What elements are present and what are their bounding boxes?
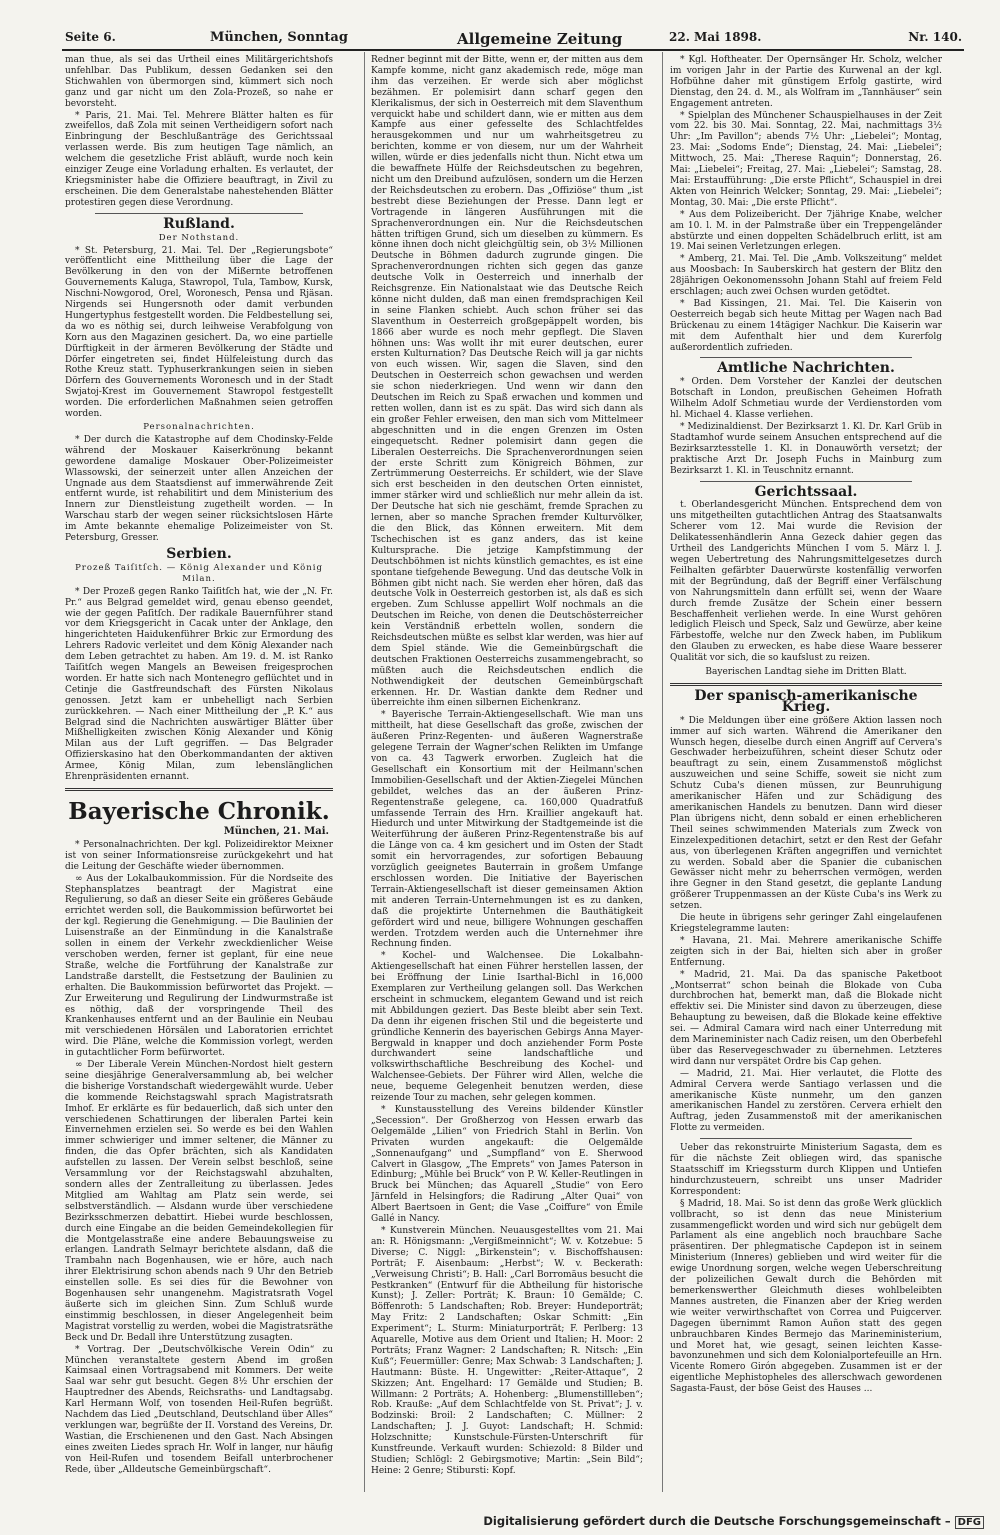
article-paragraph: * Personalnachrichten. Der kgl. Polizeidirektor Meixner ist von seiner Informationsreise zurückgekehrt und hat die Leitung der Geschäfte wieder übernommen. xyxy=(65,839,333,872)
article-paragraph: man thue, als sei das Urtheil eines Militärgerichtshofs unfehlbar. Das Publikum, dessen Gedanken sei den Stichwahlen von übermorgen sind, kümmert sich noch ganz und gar nicht um den Zola-Prozeß, so nahe er bevorsteht. xyxy=(65,55,333,109)
article-paragraph: * Orden. Dem Vorsteher der Kanzlei der deutschen Botschaft in London, preußischen Geheimen Hofrath Wilhelm Adolf Schmetiau wurde der Verdienstorden vom hl. Michael 4. Klasse verliehen. xyxy=(670,377,942,421)
column-2 xyxy=(371,55,643,1485)
page-header xyxy=(65,30,962,50)
section-separator xyxy=(95,213,303,214)
section-heading-russland: Rußland. xyxy=(163,215,235,232)
section-heading-krieg: Der spanisch-amerikanische Krieg. xyxy=(694,687,918,715)
column-divider xyxy=(662,52,663,1492)
article-paragraph: * Vortrag. Der „Deutschvölkische Verein Odin“ zu München veranstaltete gestern Abend im großen Kaimsaal einen Vortragsabend mit Kommers. Der weite Saal war sehr gut besucht. Gegen 8½ Uhr erschien der Hauptredner des Abends, Reichsraths- und Landtagsabg. Karl Hermann Wolf, von tosenden Heil-Rufen begrüßt. Nachdem das Lied „Deutschland, Deutschland über Alles“ verklungen war, begrüßte der II. Vorstand des Vereins, Dr. Wastian, die Erschienenen und den Gast. Nach Absingen eines zweiten Liedes sprach Hr. Wolf in langer, nur häufig von Heil-Rufen und tosendem Beifall unterbrochener Rede, über „Alldeutsche Gemeinbürgschaft“. xyxy=(65,1344,333,1475)
article-paragraph: * Bayerische Terrain-Aktiengesellschaft. Wie man uns mittheilt, hat diese Gesellschaft das große, zwischen der äußeren Prinz-Regenten- und äußeren Wagnerstraße gelegene Terrain der Wagner'schen Relikten im Umfange von ca. 43 Tagwerk erworben. Zugleich hat die Gesellschaft ein Konsortium mit der Heilmann'schen Immobilien-Gesellschaft und der Aktien-Ziegelei München gebildet, welches das an der äußeren Prinz-Regentenstraße gelegene, ca. 160,000 Quadratfuß umfassende Terrain des Hrn. Kraillier angekauft hat. Hiedurch und unter Mitwirkung der Stadtgemeinde ist die Weiterführung der äußeren Prinz-Regentenstraße bis auf die Länge von ca. 4 km gesichert und im Osten der Stadt somit ein hervorragendes, zur sofortigen Bebauung vorzüglich geeignetes Bauterrain in großem Umfange erschlossen worden. Die Initiative der Bayerischen Terrain-Aktiengesellschaft ist dieser gemeinsamen Aktion mit anderen Terrain-Unternehmungen ist es zu danken, daß die projektirte Unternehmen die Bauthätigkeit gefördert wird und neue, billigere Wohnungen geschaffen werden. Trotzdem werden auch die Unternehmer ihre Rechnung finden. xyxy=(371,710,643,950)
header-rule xyxy=(62,49,964,51)
article-paragraph: Redner beginnt mit der Bitte, wenn er, der mitten aus dem Kampfe komme, nicht ganz akademisch rede, möge man ihm das verzeihen. Er werde sich aber möglichst bezähmen. Er polemisirt dann scharf gegen den Klerikalismus, der sich in Oesterreich mit dem Slaventhum verquickt habe und schildert dann, wie er mitten aus dem Kampfe aus einer gefesselte des Schlachtfeldes herausgekommen und nur um wahrheitsgetreu zu berichten, komme er von diesem, nur um der Wahrheit willen, würde er dies jedenfalls nicht thun. Nicht etwa um die bewaffnete Hülfe der Reichsdeutschen zu begehren, nicht um den Dreibund aufzulösen, sondern um die Herzen der Reichsdeutschen zu erobern. Das „Offiziöse“ thum „ist bestrebt diese Beziehungen der Presse. Dann legt er Vortragende in längeren Ausführungen mit die Sprachenverordnungen ein. Nur die Reichsdeutschen hätten triftigen Grund, sich um dieselben zu kümmern. Es könne ihnen doch nicht gleichgültig sein, ob 3½ Millionen Deutsche in Böhmen dadurch zugrunde gingen. Die Sprachenverordnungen richten sich gegen das ganze deutsche Volk in Oesterreich und innerhalb der Reichsgrenze. Ein Nationalstaat wie das Deutsche Reich könne nicht dulden, daß man einen fremdsprachigen Keil in seine Flanken schiebt. Auch schon früher sei das Slaventhum in Oesterreich großgepäppelt worden, bis 1866 aber wurde es noch mehr gepflegt. Die Slaven höhnen uns: Was wollt ihr mit eurer deutschen, eurer ersten Kulturnation? Das Deutsche Reich will ja gar nichts von euch wissen. Wir, sagen die Slaven, sind den Deutschen in Oesterreich schon gewachsen und werden sie schon niederkriegen. Und wenn wir dann den Deutschen im Reich zu Spaß erwachen und kommen und retten wollen, dann ist es zu spät. Das wird sich dann als ein großer Fehler erweisen, den man sich vom Mittelmeer abgeschnitten und in die engen Grenzen im Osten eingequetscht. Redner polemisirt dann gegen die Liberalen Oesterreichs. Die Sprachenverordnungen seien der erste Schritt zum Königreich Böhmen, zur Zertrümmerung Oesterreichs. Er schildert, wie der Slave sich erst bescheiden in den deutschen Orten einnistet, immer stärker wird und schließlich nur mehr allein da ist. Der Deutsche hat sich nie geschämt, fremde Sprachen zu lernen, aber so manche Sprachen fremder Kulturvölker, die den Blick, das Können erweitern. Mit dem Tschechischen ist es ganz anders, das ist keine Kultursprache. Die jetzige Kampfstimmung der Deutschböhmen ist nichts künstlich gemachtes, es ist eine spontane tiefgehende Bewegung. Und das deutsche Volk in Böhmen gibt nicht nach. Sie werden eher hören, daß das deutsche Volk in Oesterreich gestorben ist, als daß es sich ergeben. Zum Schlusse appellirt Wolf nochmals an die Deutschen im Reiche, von denen die Deutschösterreicher kein Verständniß erbetteln wollen, sondern die Reichsdeutschen müßte es selbst klar werden, was hier auf dem Spiel stände. Wie die Gemeinbürgschaft die deutschen Fraktionen Oesterreichs zusammengebracht, so müßten auch die Reichsdeutschen endlich die Nothwendigkeit der deutschen Gemeinbürgschaft erkennen. Hr. Dr. Wastian dankte dem Redner und überreichte ihm einen silbernen Eichenkranz. xyxy=(371,55,643,709)
article-paragraph: Ueber das rekonstruirte Ministerium Sagasta, dem es für die nächste Zeit obliegen wird, das spanische Staatsschiff im Kriegssturm durch Klippen und Untiefen hindurchzusteuern, schreibt uns unser Madrider Korrespondent: xyxy=(670,1143,942,1197)
column-1 xyxy=(65,55,333,1485)
article-paragraph: * Madrid, 21. Mai. Da das spanische Paketboot „Montserrat“ schon beinah die Blokade von Cuba durchbrochen hat, bemerkt man, daß die Blokade nicht effektiv sei. Die Minister sind davon zu überzeugen, diese Behauptung zu beweisen, daß die Blokade keine effektive sei. — Admiral Camara wird nach einer Unterredung mit dem Marineminister nach Cadiz reisen, um den Oberbefehl über das Reservegeschwader zu übernehmen. Letzteres wird dann nur verspätet Ordre bis Cap gehen. xyxy=(670,969,942,1067)
section-heading-bayerische-chronik: Bayerische Chronik. xyxy=(68,798,330,825)
subheading: Prozeß Taiſitſch. — König Alexander und König Milan. xyxy=(75,562,323,584)
article-paragraph: * Paris, 21. Mai. Tel. Mehrere Blätter halten es für zweifellos, daß Zola mit seinen Vertheidigern sofort nach Einbringung der Beschlußanträge des Gerichtssaal verlassen werde. Bis zum heutigen Tage nämlich, an welchem die gesetzliche Frist abläuft, wurde noch kein einziger Zeuge eine Vorladung erhalten. Es verlautet, der Kriegsminister habe die Offiziere beauftragt, in Zivil zu erscheinen. Die dem Generalstabe nahestehenden Blätter protestiren gegen diese Verordnung. xyxy=(65,110,333,208)
article-paragraph: * Kochel- und Walchensee. Die Lokalbahn-Aktiengesellschaft hat einen Führer herstellen lassen, der bei Eröffnung der Linie Isarthal-Bichl in 16,000 Exemplaren zur Vertheilung gelangen soll. Das Werkchen erscheint in schmuckem, elegantem Gewand und ist reich mit Abbildungen geziert. Das Beste bleibt aber sein Text. Da denn ihr eigenen frischen Stil und die begeisterte und gründliche Kennerin des bayerischen Gebirgs Anna Mayer-Bergwald in knapper und doch anziehender Form Poste durchwandert seine landschaftliche und volkswirthschaftliche Beschreibung des Kochel- und Walchensee-Gebiets. Der Führer wird Allen, welche die neue, bequeme Gelegenheit benutzen werden, diese reizende Tour zu machen, sehr gelegen kommen. xyxy=(371,951,643,1104)
section-heading-gerichtssaal: Gerichtssaal. xyxy=(754,483,858,500)
section-separator xyxy=(670,683,942,686)
article-paragraph: * Bad Kissingen, 21. Mai. Tel. Die Kaiserin von Oesterreich begab sich heute Mittag per Wagen nach Bad Brückenau zu einem 14tägiger Nachkur. Die Kaiserin war mit dem Aufenthalt hier und dem Kurerfolg außerordentlich zufrieden. xyxy=(670,298,942,353)
section-heading-amtliche-nachrichten: Amtliche Nachrichten. xyxy=(717,360,895,377)
edition-label: München, Sonntag xyxy=(210,30,348,45)
article-paragraph: — Madrid, 21. Mai. Hier verlautet, die Flotte des Admiral Cervera werde Santiago verlassen und die amerikanische Küste nunmehr, um den ganzen amerikanischen Handel zu zerstören. Cervera erhielt den Auftrag, jeden Zusammenstoß mit der amerikanischen Flotte zu vermeiden. xyxy=(670,1068,942,1134)
page-number: Seite 6. xyxy=(65,30,116,44)
issue-number: Nr. 140. xyxy=(908,30,962,44)
article-paragraph: * Medizinaldienst. Der Bezirksarzt 1. Kl. Dr. Karl Grüb in Stadtamhof wurde seinem Ansuchen entsprechend auf die Bezirksarztesstelle 1. Kl. in Donauwörth versetzt; der praktische Arzt Dr. Joseph Fuchs in Mainburg zum Bezirksarzt 1. Kl. in Teuschnitz ernannt. xyxy=(670,422,942,476)
article-paragraph: ∞ Aus der Lokalbaukommission. Für die Nordseite des Stephansplatzes beantragt der Magistrat eine Regulierung, so daß an dieser Seite ein größeres Gebäude errichtet werden soll, die Baukommission befürwortet bei der kgl. Regierung die Genehmigung. — Die Baulinien der Luisenstraße an der Einmündung in die Kanalstraße sollen in einem der Verkehr zweckdienlicher Weise verschoben werden, ferner ist geplant, für eine neue Straße, welche die Fortführung der Kanalstraße zur Landstraße darstellt, die Festsetzung der Baulinien zu erhalten. Die Baukommission befürwortet das Projekt. — Zur Erweiterung und Regulirung der Lindwurmstraße ist es nöthig, daß der vorspringende Theil des Krankenhauses entfernt und an der Baulinie ein Neubau mit verschiedenen Hörsälen und Laboratorien errichtet wird. Die Pläne, welche die Kommission vorlegt, werden in gutachtlicher Form befürwortet. xyxy=(65,873,333,1059)
article-paragraph: § Madrid, 18. Mai. So ist denn das große Werk glücklich vollbracht, so ist denn das neue Ministerium zusammengeflickt worden und wird sich nur gebügelt dem Parlament als eine angeblich noch brauchbare Sache präsentiren. Der phlegmatische Capdepon ist in seinem Ministerium (Inneres) geblieben und wird weiter für die ewige Unordnung sorgen, welche wegen Ueberschreitung der polizeilichen Gewalt durch die Behörden mit bemerkenswerther Gleichmuth dieses wohlbeleibten Mannes austreten, die Finanzen aber der Krieg werden wie weiter verwirthschaftet von Correa und Puigcerver. Dagegen übernimmt Ramon Auñon statt des gegen unbrauchbaren Kindes Bermejo das Marineministerium, und Moret hat, wie gesagt, seinen leichten Kasse-bavonzunehmen und sich dem Kolonialportefeuille an Hrn. Vicente Romero Girón abgegeben. Zusammen ist er der eigentliche Mephistopheles des allerschwach gewordenen Sagasta-Faust, der böse Geist des Hauses ... xyxy=(670,1198,942,1395)
issue-date: 22. Mai 1898. xyxy=(669,30,762,44)
article-paragraph: ∞ Der Liberale Verein München-Nordost hielt gestern seine diesjährige Generalversammlung ab, bei welcher die bisherige Vorstandschaft wiedergewählt wurde. Ueber die kommende Reichstagswahl sprach Magistratsrath Imhof. Er erklärte es für bedauerlich, daß sich unter den verschiedenen Schattirungen der liberalen Partei kein Einvernehmen erzielen sei. So werde es bei den Wahlen immer schwieriger und immer seltener, die Männer zu finden, die das Opfer brächten, sich als Kandidaten aufstellen zu lassen. Der Verein selbst beschloß, seine Versammlung vor der Reichstagswahl abzuhalten, sondern alles der Zentralleitung zu überlassen. Jedes Mitglied am Wahltag am Platz sein werde, sei selbstverständlich. — Alsdann wurde über verschiedene Bezirksschmerzen debattirt. Hiebei wurde beschlossen, durch eine Eingabe an die beiden Gemeindekollegien für die Montgelasstraße eine andere Bebauungsweise zu erlangen. Landrath Selmayr berichtete alsdann, daß die Trambahn nach Bogenhausen, wie er höre, auch nach ihrer Elektrisirung schon abends nach 9 Uhr den Betrieb einstellen solle. Es sei dies für die Bewohner von Bogenhausen sehr unangenehm. Magistratsrath Vogel äußerte sich im gleichen Sinn. Zum Schluß wurde einstimmig beschlossen, in dieser Angelegenheit beim Magistrat vorstellig zu werden, wobei die Magistratsräthe Beck und Dr. Bedall ihre Unterstützung zusagten. xyxy=(65,1060,333,1343)
subheading: Personalnachrichten. xyxy=(143,422,255,432)
column-divider xyxy=(364,52,365,1492)
article-paragraph: * Spielplan des Münchener Schauspielhauses in der Zeit vom 22. bis 30. Mai. Sonntag, 22. Mai, nachmittags 3½ Uhr: „Im Pavillon“; abends 7½ Uhr: „Liebelei“; Montag, 23. Mai: „Sodoms Ende“; Dienstag, 24. Mai: „Liebelei“; Mittwoch, 25. Mai: „Therese Raquin“; Donnerstag, 26. Mai: „Liebelei“; Freitag, 27. Mai: „Liebelei“; Samstag, 28. Mai: Erstaufführung: „Die erste Pflicht“, Schauspiel in drei Akten von Heinrich Welcker; Sonntag, 29. Mai: „Liebelei“; Montag, 30. Mai: „Die erste Pflicht“. xyxy=(670,110,942,208)
newspaper-title: Allgemeine Zeitung xyxy=(457,30,623,48)
dfg-logo: DFG xyxy=(955,1516,984,1529)
section-separator xyxy=(65,788,333,791)
article-paragraph: * Kgl. Hoftheater. Der Opernsänger Hr. Scholz, welcher im vorigen Jahr in der Partie des Kurwenal an der kgl. Hofbühne daher mit günstigem Erfolg gastirte, wird Dienstag, den 24. d. M., als Wolfram im „Tannhäuser“ sein Engagement antreten. xyxy=(670,55,942,109)
article-paragraph: * Aus dem Polizeibericht. Der 7jährige Knabe, welcher am 10. l. M. in der Palmstraße über ein Treppengeländer abstürzte und einen doppelten Schädelbruch erlitt, ist am 19. Mai seinen Verletzungen erlegen. xyxy=(670,209,942,253)
article-paragraph: * Der Prozeß gegen Ranko Taiſitſch hat, wie der „N. Fr. Pr.“ aus Belgrad gemeldet wird, genau ebenso geendet, wie der gegen Paſitſch. Der radikale Bauernführer stand vor dem Kriegsgericht in Cacak unter der Anklage, den hingerichteten Haidukenführer Brkic zur Ermordung des Lehrers Radovic verleitet und dem König Alexander nach dem Leben getrachtet zu haben. Am 19. d. M. ist Ranko Taiſitſch wegen Mangels an Beweisen freigesprochen worden. Er hatte sich nach Montenegro geflüchtet und in Cetinje die Gastfreundschaft des Fürsten Nikolaus genossen. Jetzt kam er unbehelligt nach Serbien zurückkehren. — Nach einer Mittheilung der „P. K.“ aus Belgrad sind die Nachrichten auswärtiger Blätter über Mißhelligkeiten zwischen König Alexander und König Milan aus der Luft gegriffen. — Das Belgrader Offizierskasino hat den Oberkommandanten der aktiven Armee, König Milan, zum lebenslänglichen Ehrenpräsidenten ernannt. xyxy=(65,586,333,783)
section-heading-serbien: Serbien. xyxy=(166,545,232,562)
article-paragraph: t. Oberlandesgericht München. Entsprechend dem von uns mitgetheilten gutachtlichen Antrag des Staatsanwalts Scherer vom 12. Mai wurde die Revision der Delikatessenhändlerin Anna Gezeck dahier gegen das Urtheil des Landgerichts München I vom 5. März l. J. wegen Uebertretung des Nahrungsmittelgesetzes durch Feilhalten gefärbter Dauerwürste kostenfällig verworfen mit der Begründung, daß der Begriff einer Verfälschung von Nahrungsmitteln dann erfüllt sei, wenn der Waare durch fremde Zusätze der Schein einer bessern Beschaffenheit verliehen werde. In eine Wurst gehören lediglich Fleisch und Speck, Salz und Gewürze, aber keine Färbestoffe, welche nur den Zweck haben, im Publikum den Glauben zu erwecken, es habe diese Waare besserer Qualität vor sich, die so kaufslust zu reizen. xyxy=(670,500,942,664)
article-paragraph: * Kunstverein München. Neuausgestelltes vom 21. Mai an: R. Hönigsmann: „Vergißmeinnicht“; W. v. Kotzebue: 5 Diverse; C. Niggl: „Birkenstein“; v. Bischoffshausen: Porträt; F. Aisenbaum: „Herbst“; W. v. Beckerath: „Verweisung Christi“; B. Hall: „Carl Borromäus besucht die Pestkranken“ (Entwurf für die Abtheilung für historische Kunst); J. Zeller: Porträt; K. Braun: 10 Gemälde; C. Böffenroth: 5 Landschaften; Rob. Breyer: Hundeporträt; May Fritz: 2 Landschaften; Oskar Schmitt: „Ein Experiment“; L. Sturm: Miniaturporträt; F. Perlberg: 13 Aquarelle, Motive aus dem Orient und Italien; H. Moor: 2 Porträts; Franz Wagner: 2 Landschaften; R. Nitsch: „Ein Kuß“; Feuermüller: Genre; Max Schwab: 3 Landschaften; J. Hautmann: Büste. H. Ungewitter: „Reiter-Attaque“, 2 Skizzen; Ant. Engelhard: 17 Gemälde und Studien; B. Willmann: 2 Porträts; A. Hohenberg: „Blumenstillleben“; Rob. Krauße: „Auf dem Schlachtfelde von St. Privat“; J. v. Bodzinski: Broil: 2 Landschaften; C. Müllner: 2 Landschaften; J. J. Guyot: Landschaft; H. Schmid: Holzschnitte; Kunstschule-Fürsten-Unterschrift für Kunstfreunde. Verkauft wurden: Schiezold: 8 Bilder und Studien; Schlögl: 2 Gebirgsmotive; Martin: „Sein Bild“; Heine: 2 Genre; Stibursti: Kopf. xyxy=(371,1225,643,1476)
article-paragraph: * St. Petersburg, 21. Mai. Tel. Der „Regierungsbote“ veröffentlicht eine Mittheilung über die Lage der Bevölkerung in den von der Mißernte betroffenen Gouvernements Kaluga, Stawropol, Tula, Tambow, Kursk, Nischni-Nowgorod, Orel, Woronesch, Pensa und Rjäsan. Nirgends sei Hungersnoth oder damit verbunden Hungertyphus festgestellt worden. Die Feldbestellung sei, da wo es nöthig sei, durch leihweise Verabfolgung von Korn aus den Magazinen gesichert. Da, wo eine partielle Dürftigkeit in der ärmeren Bevölkerung der Städte und Dörfer eingetreten sei, findet Hülfeleistung durch das Rothe Kreuz statt. Typhuserkrankungen seien in sieben Dörfern des Gouvernements Woronesch und in der Stadt Swjatoj-Krest im Gouvernement Stawropol festgestellt worden. Die erforderlichen Maßnahmen seien getroffen worden. xyxy=(65,245,333,420)
digitization-footer xyxy=(483,1514,984,1529)
subheading: Der Nothstand. xyxy=(158,232,240,243)
article-paragraph: * Die Meldungen über eine größere Aktion lassen noch immer auf sich warten. Während die Amerikaner den Wunsch hegen, dieselbe durch einen Angriff auf Cervera's Geschwader herbeizuführen, scheint dieser Schutz oder beauftragt zu sein, einem Zusammenstoß möglichst auszuweichen und seine Schiffe, soweit sie nicht zum Schutz Cuba's dienen müssen, zur Beunruhigung amerikanischer Häfen und zur Schädigung des amerikanischen Handels zu benutzen. Dann wird dieser Plan übrigens nicht, denn sobald er einen erheblicheren Theil seines schwimmenden Materials zum Zweck von Einzelexpeditionen detachirt, setzt er den Rest der Gefahr aus, von überlegenen Kräften angegriffen und vernichtet zu werden. Sobald aber die Spanier die cubanischen Gewässer nicht mehr zu beherrschen vermögen, werden ihre Gegner in den Stand gesetzt, die geplante Landung größerer Truppenmassen an der Küste Cuba's ins Werk zu setzen. xyxy=(670,715,942,912)
column-3 xyxy=(670,55,942,1485)
article-paragraph: * Amberg, 21. Mai. Tel. Die „Amb. Volkszeitung“ meldet aus Moosbach: In Sauberskirch hat gestern der Blitz den 28jährigen Oekonomenssohn Johann Stahl auf freiem Feld erschlagen; auch zwei Ochsen wurden getödtet. xyxy=(670,254,942,298)
section-separator xyxy=(700,357,912,358)
article-paragraph: * Havana, 21. Mai. Mehrere amerikanische Schiffe zeigten sich in der Bai, hielten sich aber in großer Entfernung. xyxy=(670,935,942,968)
footer-text: Digitalisierung gefördert durch die Deutsche Forschungsgemeinschaft – xyxy=(483,1514,951,1528)
article-paragraph: * Der durch die Katastrophe auf dem Chodinsky-Felde während der Moskauer Kaiserkrönung bekannt gewordene damalige Moskauer Ober-Polizeimeister Wlassowski, der seinerzeit unter allen Anzeichen der Ungnade aus dem Staatsdienst auf immerwährende Zeit entfernt wurde, ist rehabilitirt und dem Ministerium des Innern zur Dienstleistung zugetheilt worden. — In Warschau starb der wegen seiner rücksichtslosen Härte im Amte bekannte ehemalige Polizeimeister von St. Petersburg, Gresser. xyxy=(65,434,333,544)
article-paragraph: Die heute in übrigens sehr geringer Zahl eingelaufenen Kriegstelegramme lauten: xyxy=(670,913,942,934)
landtag-note: Bayerischen Landtag siehe im Dritten Blatt. xyxy=(705,667,907,678)
article-paragraph: * Kunstausstellung des Vereins bildender Künstler „Secession“. Der Großherzog von Hessen erwarb das Oelgemälde „Lilien“ von Friedrich Stahl in Berlin. Von Privaten wurden angekauft: die Oelgemälde „Sonnenaufgang“ und „Sumpfland“ von E. Sherwood Calvert in Glasgow, „The Emprets“ von James Paterson in Edinburg; „Mühle bei Bruck“ von P. W. Keller-Reutlingen in Bruck bei München; das Aquarell „Studie“ von Eero Järnfeld in Helsingfors; die Radirung „Alter Quai“ von Albert Baertsoen in Gent; die Vase „Coiffure“ von Émile Gallé in Nancy. xyxy=(371,1105,643,1225)
section-separator xyxy=(700,481,912,482)
dateline: München, 21. Mai. xyxy=(223,826,329,837)
section-separator xyxy=(700,1138,912,1139)
